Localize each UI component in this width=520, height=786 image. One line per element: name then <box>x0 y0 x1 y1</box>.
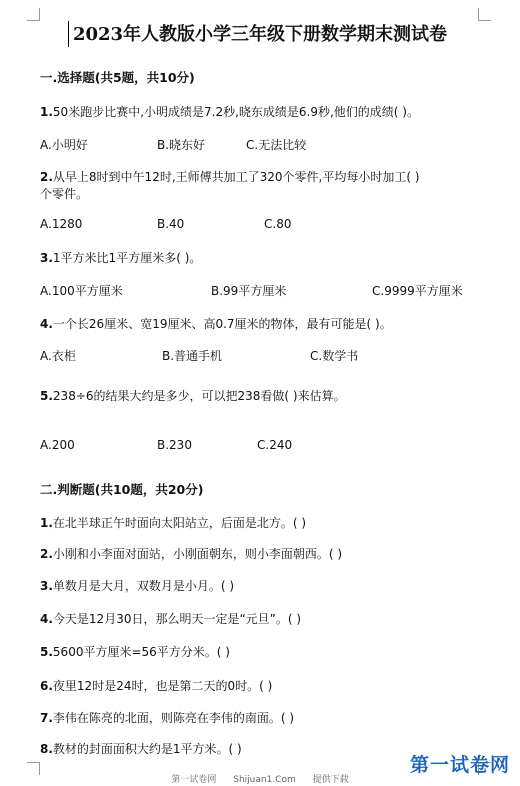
question-5 <box>40 387 346 404</box>
question-text: 小刚和小李面对面站，小刚面朝东，则小李面朝西。( ) <box>52 547 343 561</box>
judgement-item-1 <box>40 514 306 531</box>
question-text: 1平方米比1平方厘米多( )。 <box>52 251 202 265</box>
question-1 <box>40 103 419 120</box>
option-b: B.普通手机 <box>162 349 223 363</box>
question-number: 6. <box>40 679 53 693</box>
question-3 <box>40 249 201 266</box>
question-number: 2. <box>40 170 53 184</box>
question-text: 今天是12月30日，那么明天一定是“元旦”。( ) <box>52 612 302 626</box>
judgement-item-8 <box>40 740 242 757</box>
question-number: 5. <box>40 389 53 403</box>
option-a: A.小明好 <box>40 138 88 152</box>
question-text: 单数月是大月，双数月是小月。( ) <box>52 579 235 593</box>
question-text: 238÷6的结果大约是多少，可以把238看做( )来估算。 <box>52 389 346 403</box>
question-4 <box>40 315 392 332</box>
document-title: 2023年人教版小学三年级下册数学期末测试卷 <box>72 24 448 45</box>
question-number: 3. <box>40 579 53 593</box>
option-c: C.数学书 <box>310 349 359 363</box>
option-b: B.40 <box>157 217 185 231</box>
option-b: B.99平方厘米 <box>211 284 287 298</box>
option-c: C.80 <box>264 217 292 231</box>
question-number: 2. <box>40 547 53 561</box>
option-a: A.200 <box>40 438 75 452</box>
option-b: B.晓东好 <box>157 138 206 152</box>
question-number: 3. <box>40 251 53 265</box>
question-2 <box>40 168 420 185</box>
question-number: 5. <box>40 645 53 659</box>
question-text: 一个长26厘米、宽19厘米、高0.7厘米的物体，最有可能是( )。 <box>52 317 392 331</box>
text-cursor <box>68 21 69 47</box>
option-c: C.240 <box>257 438 293 452</box>
question-number: 1. <box>40 516 53 530</box>
question-number: 4. <box>40 317 53 331</box>
question-number: 1. <box>40 105 53 119</box>
question-text: 5600平方厘米=56平方分米。( ) <box>52 645 230 659</box>
judgement-item-4 <box>40 610 301 627</box>
question-text: 从早上8时到中午12时,王师傅共加工了320个零件,平均每小时加工( ) <box>52 170 420 184</box>
section-heading-choice: 一.选择题(共5题，共10分) <box>40 70 195 85</box>
judgement-item-5 <box>40 643 230 660</box>
question-text: 夜里12时是24时，也是第二天的0时。( ) <box>52 679 273 693</box>
question-text: 李伟在陈亮的北面，则陈亮在李伟的南面。( ) <box>52 711 295 725</box>
judgement-item-2 <box>40 545 342 562</box>
site-watermark: 第一试卷网 <box>410 754 511 776</box>
question-2-continued: 个零件。 <box>40 187 89 201</box>
option-a: A.1280 <box>40 217 83 231</box>
option-c: C.9999平方厘米 <box>372 284 463 298</box>
question-text: 教材的封面面积大约是1平方米。( ) <box>52 742 242 756</box>
question-text: 在北半球正午时面向太阳站立，后面是北方。( ) <box>52 516 307 530</box>
question-number: 8. <box>40 742 53 756</box>
question-number: 7. <box>40 711 53 725</box>
option-b: B.230 <box>157 438 192 452</box>
option-c: C.无法比较 <box>246 138 307 152</box>
option-a: A.衣柜 <box>40 349 76 363</box>
page-footer: 第一试卷网 Shijuan1.Com 提供下载 <box>171 775 349 785</box>
section-heading-judgement: 二.判断题(共10题，共20分) <box>40 482 204 497</box>
judgement-item-6 <box>40 677 272 694</box>
question-number: 4. <box>40 612 53 626</box>
judgement-item-3 <box>40 577 234 594</box>
option-a: A.100平方厘米 <box>40 284 123 298</box>
question-text: 50米跑步比赛中,小明成绩是7.2秒,晓东成绩是6.9秒,他们的成绩( )。 <box>52 105 419 119</box>
judgement-item-7 <box>40 709 294 726</box>
